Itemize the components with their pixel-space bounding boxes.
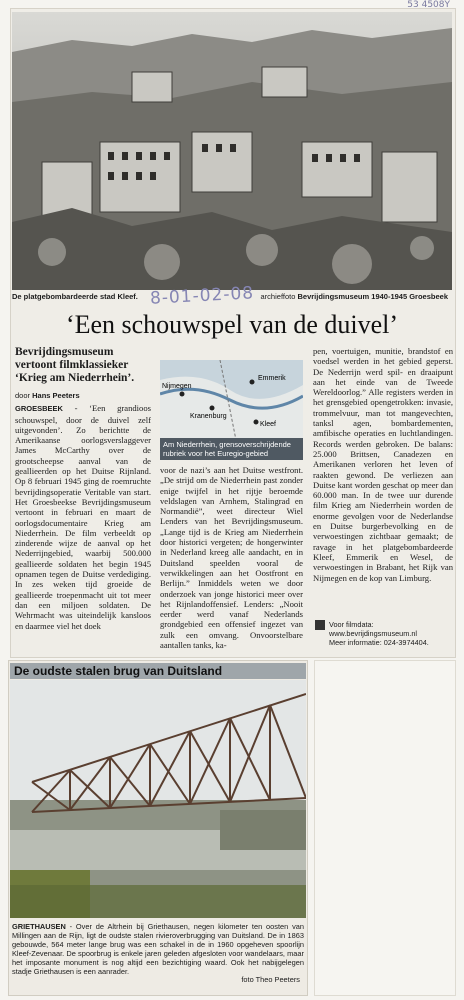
column-3-text: pen, voertuigen, munitie, brandstof en voedsel werden in het gebied geperst. De Nederrijn werd spil- en draaipunt aan het einde van de Tweede Wereldoorlog.” Alle registers werden in het grensgebied opengetrokken: invasie, trommelvuur, man tot mangevechten, tanksl agen, bombardementen, amfibische operaties en luchtlandingen. Records werden gebroken. De balans: 25.000 Brittsen, Canadezen en Amerikanen verloren het leven of raakten gewond. De verliezen aan Duitse kant worden geschat op meer dan 60.000 man. In de twee uur durende film Krieg am Niederrhein worden de enorme gevolgen voor de Nederlandse en Duitse burgerbevolking en de verwoestingen zichtbaar gemaakt; de ravage in het platgebombardeerde Kleef, Emmerik en Wesel, de verwoestingen in Brabant, het Rijk van Nijmegen en de kop van Limburg. <box>313 346 453 583</box>
bridge-headline: De oudste stalen brug van Duitsland <box>14 664 223 678</box>
map-caption: Am Niederrhein, grensoverschrijdende rubriek voor het Euregio-gebied <box>160 438 303 460</box>
byline-author: Hans Peeters <box>32 391 80 400</box>
film-info-label: Voor filmdata: <box>329 620 374 629</box>
computer-icon <box>315 620 325 630</box>
bridge-illustration <box>10 680 306 918</box>
photo-credit-source: Bevrijdingsmuseum 1940-1945 Groesbeek <box>297 292 448 301</box>
bridge-headline-bar <box>10 663 306 679</box>
bridge-dateline-place: GRIETHAUSEN <box>12 922 66 931</box>
article-column-1 <box>15 346 151 631</box>
column-2-text: voor de nazi’s aan het Duitse westfront. „De strijd om de Niederrhein past zonder enige twijfel in het rijtje beroemde veldslagen van Arnhem, Stalingrad en Normandië”, weet directeur Wiel Lenders van het Bevrijdingsmuseum. „Lange tijd is de Krieg am Niederrhein door historici vergeten; de hongerwinter in Nederland kreeg alle aandacht, en in Duitsland speelden vooral de verwikkelingen aan het Oostfront en Berlijn.” Inmiddels weten we door onderzoek van jonge historici meer over het Rijnlandoffensief. Lenders: „Nooit eerder werd vanaf Nederlands grondgebied een offensief ingezet van zulk een omvang. Onvoorstelbare aantallen tanks, ka- <box>160 465 303 651</box>
archive-number: 53 4508Y <box>407 0 450 10</box>
film-info-url[interactable]: www.bevrijdingsmuseum.nl <box>329 629 418 639</box>
article-kicker: Bevrijdingsmuseum vertoont filmklassieker ‘Krieg am Niederrhein’. <box>15 346 135 384</box>
bridge-photo-credit: foto Theo Peeters <box>241 975 300 984</box>
photo-credit-prefix: archieffoto <box>260 292 296 301</box>
byline <box>15 391 151 401</box>
byline-prefix: door <box>15 391 31 400</box>
blank-paper-area <box>314 660 456 996</box>
film-info-phone: Meer informatie: 024-3974404. <box>329 638 429 648</box>
dateline-place: GROESBEEK <box>15 404 63 414</box>
article-column-2 <box>160 465 303 650</box>
map-label-kranenburg: Kranenburg <box>190 413 227 420</box>
ruined-city-illustration <box>12 12 452 290</box>
film-info <box>315 620 455 648</box>
photo-caption-text: De platgebombardeerde stad Kleef. <box>12 292 138 301</box>
photo-credit <box>261 292 448 301</box>
region-map <box>160 360 303 460</box>
column-1-body: - ‘Een grandioos schouwspel, door de duivel zelf uitgevonden’. Zo berichtte de Amerikaanse oorlogsverslaggever James McCarthy over de grootscheepse aanval van de geallieerden op het Duitse Rijnland. Op 8 februari 1945 ging de roemruchte bevrijdingsoperatie Veritable van start. Het Groesbeekse Bevrijdingsmuseum vertoont in februari en maart de oorlogsdocumentaire Krieg am Niederrhein. De film verbeeldt op zinderende wijze de aanval op het Nederrijngebied, waarbij 500.000 geallieerde soldaten het begin 1945 opnamen tegen de Duitse verdediging. In zes weken tijd groeide de geallieerde troepenmacht uit tot meer dan een miljoen soldaten. De Wehrmacht was uiteindelijk kansloos en daarmee viel het doek <box>15 403 151 631</box>
bridge-photo <box>10 680 306 918</box>
bridge-caption <box>12 922 304 984</box>
map-label-emmerik: Emmerik <box>258 375 286 382</box>
map-label-nijmegen: Nijmegen <box>162 383 192 390</box>
article-column-3 <box>313 346 453 583</box>
bridge-caption-text: - Over de Altrhein bij Griethausen, negen kilometer ten oosten van Millingen aan de Rijn, ligt de oudste stalen rivieroverbrugging van Duitsland. De in 1863 gebouwde, 564 meter lange brug was een schakel in de in 1960 opgeheven spoorlijn Kleef-Zevenaar. De spoorbrug is enkele jaren geleden afgesloten voor wandelaars, maar het imposante monument is nog altijd een bezichtiging waard. Ook het nabijgelegen stadje Griethausen is een aanrader. <box>12 922 304 976</box>
column-1-text <box>15 403 151 631</box>
map-label-kleef: Kleef <box>260 421 276 428</box>
ruined-city-photo <box>12 12 452 290</box>
handwritten-date: 8-01-02-08 <box>149 283 255 309</box>
article-headline: ‘Een schouwspel van de duivel’ <box>65 310 399 339</box>
